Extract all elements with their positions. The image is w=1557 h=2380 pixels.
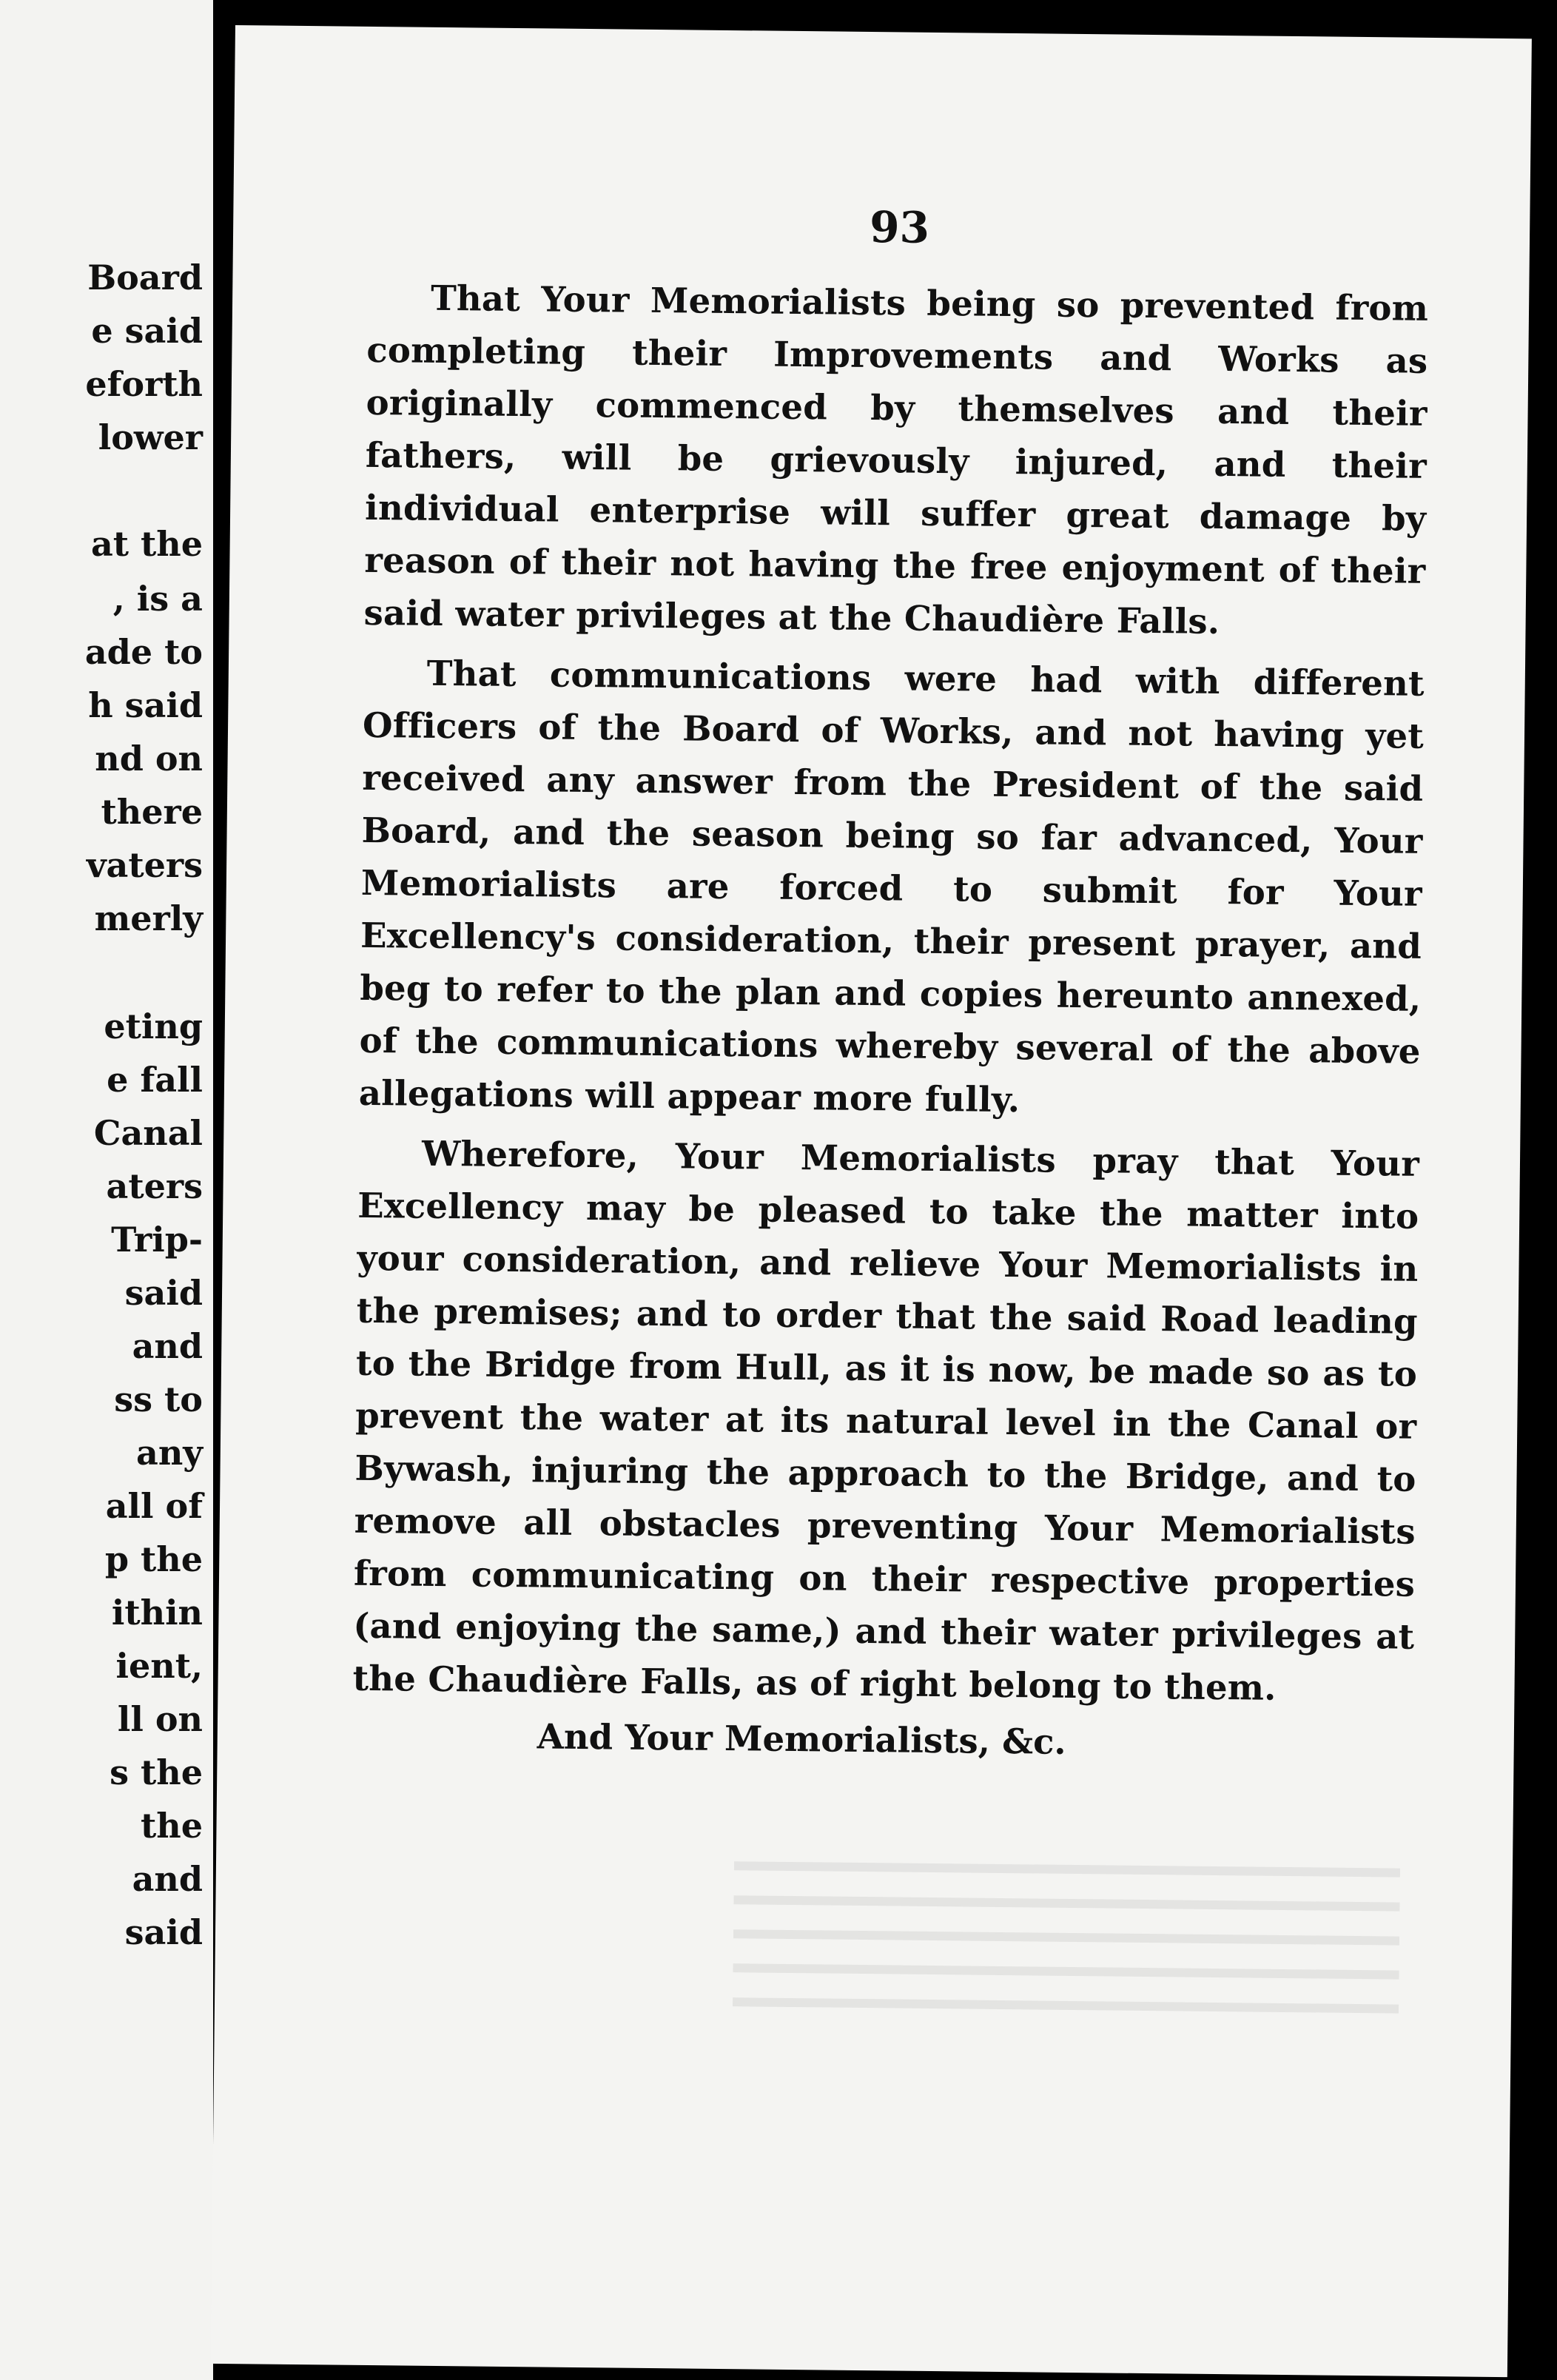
left-page-edge <box>0 0 213 2380</box>
left-page-fragment: Canal <box>93 1113 203 1153</box>
closing-line: And Your Memorialists, &c. <box>537 1715 1066 1762</box>
left-page-fragment: ient, <box>115 1646 203 1686</box>
left-page-fragment: , is a <box>112 579 203 619</box>
left-page-fragment: any <box>136 1433 203 1473</box>
left-page-fragment: p the <box>104 1539 203 1579</box>
left-page-fragment: Trip- <box>111 1220 203 1260</box>
left-page-fragment: s the <box>110 1752 203 1792</box>
left-page-fragment: e said <box>91 311 203 351</box>
left-page-fragment: at the <box>90 524 203 564</box>
left-page-fragment: merly <box>94 898 203 938</box>
left-page-fragment: there <box>101 792 203 832</box>
left-page-fragment: Board <box>87 258 203 298</box>
left-page-fragment: vaters <box>86 845 203 885</box>
left-page-fragment: ss to <box>114 1379 203 1419</box>
left-page-fragment: e fall <box>107 1060 203 1100</box>
show-through-text <box>731 1836 1400 2154</box>
paragraph: Wherefore, Your Memorialists pray that Your Excellency may be pleased to take the matter into your consideration, and relieve Your Memorialists in the premises; and to order that the said Road leading to the Bridge from Hull, as it is now, be made so as to prevent the water at its natural level in the Canal or Bywash, injuring the approach to the Bridge, and to remove all obstacles preventing Your Memorialists from communicating on their respective properties (and enjoying the same,) and their water privileges at the Chaudière Falls, as of right belong to them. <box>352 1132 1420 1708</box>
left-page-fragment: ithin <box>111 1593 203 1633</box>
paragraph: That Your Memorialists being so prevented from completing their Improvements and Works as originally commenced by themselves and their fathers, will be grievously injured, and their individual enterprise will suffer great damage by reason of their not having the free enjoyment of their said water privileges at the Chaudière Falls. <box>363 277 1429 642</box>
paragraph: That communications were had with different Officers of the Board of Works, and not having yet received any answer from the President of the said Board, and the season being so far advanced, Your Memorialists are forced to submit for Your Excellency's consideration, their present prayer, and beg to refer to the plan and copies hereunto annexed, of the communications whereby several of the above allegations will appear more fully. <box>358 652 1425 1120</box>
left-page-fragment: said <box>124 1912 203 1952</box>
left-page-fragment: eforth <box>85 364 203 404</box>
left-page-fragment: eting <box>104 1006 203 1046</box>
left-page-fragment: said <box>124 1273 203 1313</box>
left-page-fragment: aters <box>106 1166 203 1206</box>
page-number: 93 <box>869 201 930 253</box>
left-page-fragment: lower <box>98 417 203 457</box>
left-page-fragment: and <box>132 1326 203 1366</box>
right-page <box>211 25 1532 2377</box>
left-page-fragment: and <box>132 1859 203 1899</box>
left-page-fragment: nd on <box>95 739 203 779</box>
left-page-fragment: ll on <box>117 1699 203 1739</box>
left-page-fragment: ade to <box>84 632 203 672</box>
left-page-fragment: the <box>141 1806 203 1846</box>
body-text <box>352 271 1428 1715</box>
left-page-fragment: h said <box>88 685 203 725</box>
left-page-fragment: all of <box>105 1486 203 1526</box>
